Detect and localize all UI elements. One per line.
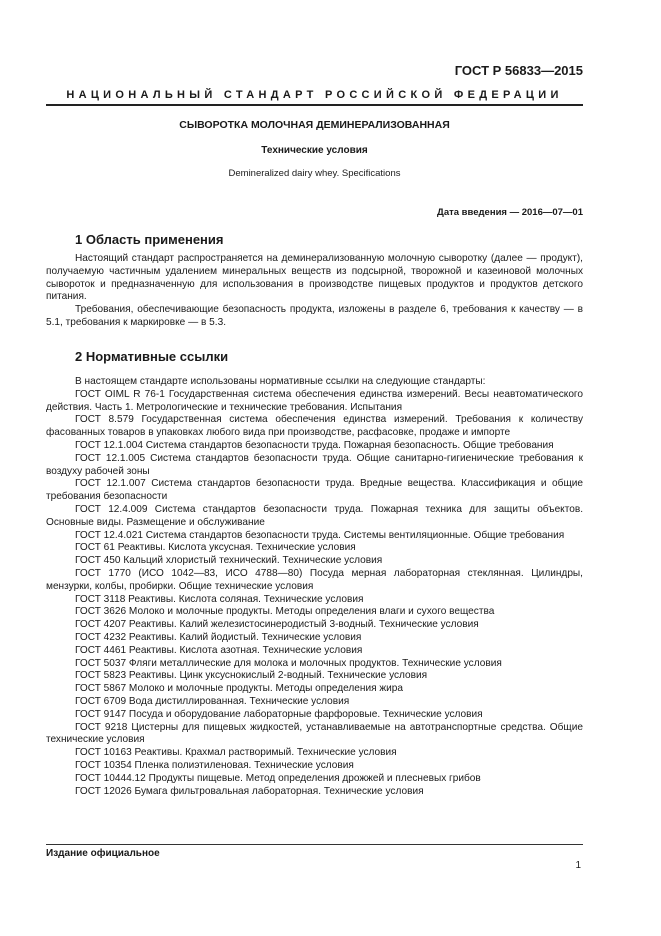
reference-item: ГОСТ 10444.12 Продукты пищевые. Метод определения дрожжей и плесневых грибов — [75, 772, 481, 784]
reference-item: ГОСТ 12.4.009 Система стандартов безопасности труда. Пожарная техника для защиты объектов. Основные виды. Размещение и обслуживание — [46, 503, 583, 528]
header-rule — [46, 104, 583, 106]
reference-item: ГОСТ 4461 Реактивы. Кислота азотная. Технические условия — [75, 644, 363, 656]
reference-item: ГОСТ 8.579 Государственная система обеспечения единства измерений. Требования к количеству фасованных товаров в упаковках любого вида при производстве, расфасовке, продаже и импорте — [46, 414, 583, 439]
reference-item: ГОСТ 5823 Реактивы. Цинк уксуснокислый 2-водный. Технические условия — [75, 670, 428, 682]
reference-item: ГОСТ 450 Кальций хлористый технический. Технические условия — [75, 555, 383, 567]
page-number: 1 — [575, 860, 581, 871]
reference-item: ГОСТ 10163 Реактивы. Крахмал растворимый. Технические условия — [75, 747, 397, 759]
paragraph: В настоящем стандарте использованы нормативные ссылки на следующие стандарты: — [75, 376, 486, 387]
reference-item: ГОСТ 12.1.004 Система стандартов безопасности труда. Пожарная безопасность. Общие требования — [75, 439, 554, 451]
document-title: СЫВОРОТКА МОЛОЧНАЯ ДЕМИНЕРАЛИЗОВАННАЯ — [179, 119, 450, 131]
section-2-heading: 2 Нормативные ссылки — [75, 349, 229, 364]
reference-item: ГОСТ 5867 Молоко и молочные продукты. Методы определения жира — [75, 683, 404, 695]
reference-item: ГОСТ 1770 (ИСО 1042—83, ИСО 4788—80) Посуда мерная лабораторная стеклянная. Цилиндры, мензурки, колбы, пробирки. Общие технические условия — [46, 567, 583, 592]
paragraph: Настоящий стандарт распространяется на деминерализованную молочную сыворотку (далее — продукт), получаемую частичным удалением минеральных веществ из подсырной, творожной и казеиновой молочных сывороток и предназначенную для использования в производстве пищевых продуктов и продуктов детского питания. — [46, 253, 583, 303]
reference-item: ГОСТ OIML R 76-1 Государственная система обеспечения единства измерений. Весы неавтоматического действия. Часть 1. Метрологические и технические требования. Испытания — [46, 388, 583, 413]
reference-item: ГОСТ 4207 Реактивы. Калий железистосинеродистый 3-водный. Технические условия — [75, 619, 479, 631]
reference-item: ГОСТ 12.1.007 Система стандартов безопасности труда. Вредные вещества. Классификация и общие требования безопасности — [46, 478, 583, 503]
reference-item: ГОСТ 3118 Реактивы. Кислота соляная. Технические условия — [75, 593, 364, 605]
reference-item: ГОСТ 12.1.005 Система стандартов безопасности труда. Общие санитарно-гигиенические требования к воздуху рабочей зоны — [46, 452, 583, 477]
introduction-date: Дата введения — 2016—07—01 — [437, 207, 583, 218]
reference-item: ГОСТ 61 Реактивы. Кислота уксусная. Технические условия — [75, 542, 356, 554]
section-1-heading: 1 Область применения — [75, 232, 224, 247]
standard-number: ГОСТ Р 56833—2015 — [454, 63, 583, 78]
reference-item: ГОСТ 3626 Молоко и молочные продукты. Методы определения влаги и сухого вещества — [75, 606, 495, 618]
reference-item: ГОСТ 12026 Бумага фильтровальная лабораторная. Технические условия — [75, 785, 424, 797]
reference-item: ГОСТ 9218 Цистерны для пищевых жидкостей, устанавливаемые на автотранспортные средства. Общие технические условия — [46, 721, 583, 746]
document-title-english: Demineralized dairy whey. Specifications — [228, 168, 401, 179]
footer-rule — [46, 844, 583, 845]
reference-item: ГОСТ 4232 Реактивы. Калий йодистый. Технические условия — [75, 631, 362, 643]
section-2-body — [46, 376, 583, 798]
paragraph: Требования, обеспечивающие безопасность продукта, изложены в разделе 6, требования к качеству — в 5.1, требования к маркировке — в 5.3. — [46, 304, 583, 328]
national-standard-banner: НАЦИОНАЛЬНЫЙ СТАНДАРТ РОССИЙСКОЙ ФЕДЕРАЦИИ — [66, 89, 563, 101]
reference-item: ГОСТ 5037 Фляги металлические для молока и молочных продуктов. Технические условия — [75, 657, 502, 669]
reference-item: ГОСТ 10354 Пленка полиэтиленовая. Технические условия — [75, 759, 354, 771]
document-subtitle: Технические условия — [261, 145, 368, 156]
reference-item: ГОСТ 6709 Вода дистиллированная. Технические условия — [75, 695, 350, 707]
section-1-body — [46, 253, 583, 330]
official-edition-label: Издание официальное — [46, 848, 160, 859]
reference-item: ГОСТ 9147 Посуда и оборудование лабораторные фарфоровые. Технические условия — [75, 708, 483, 720]
reference-item: ГОСТ 12.4.021 Система стандартов безопасности труда. Системы вентиляционные. Общие требования — [75, 529, 565, 541]
